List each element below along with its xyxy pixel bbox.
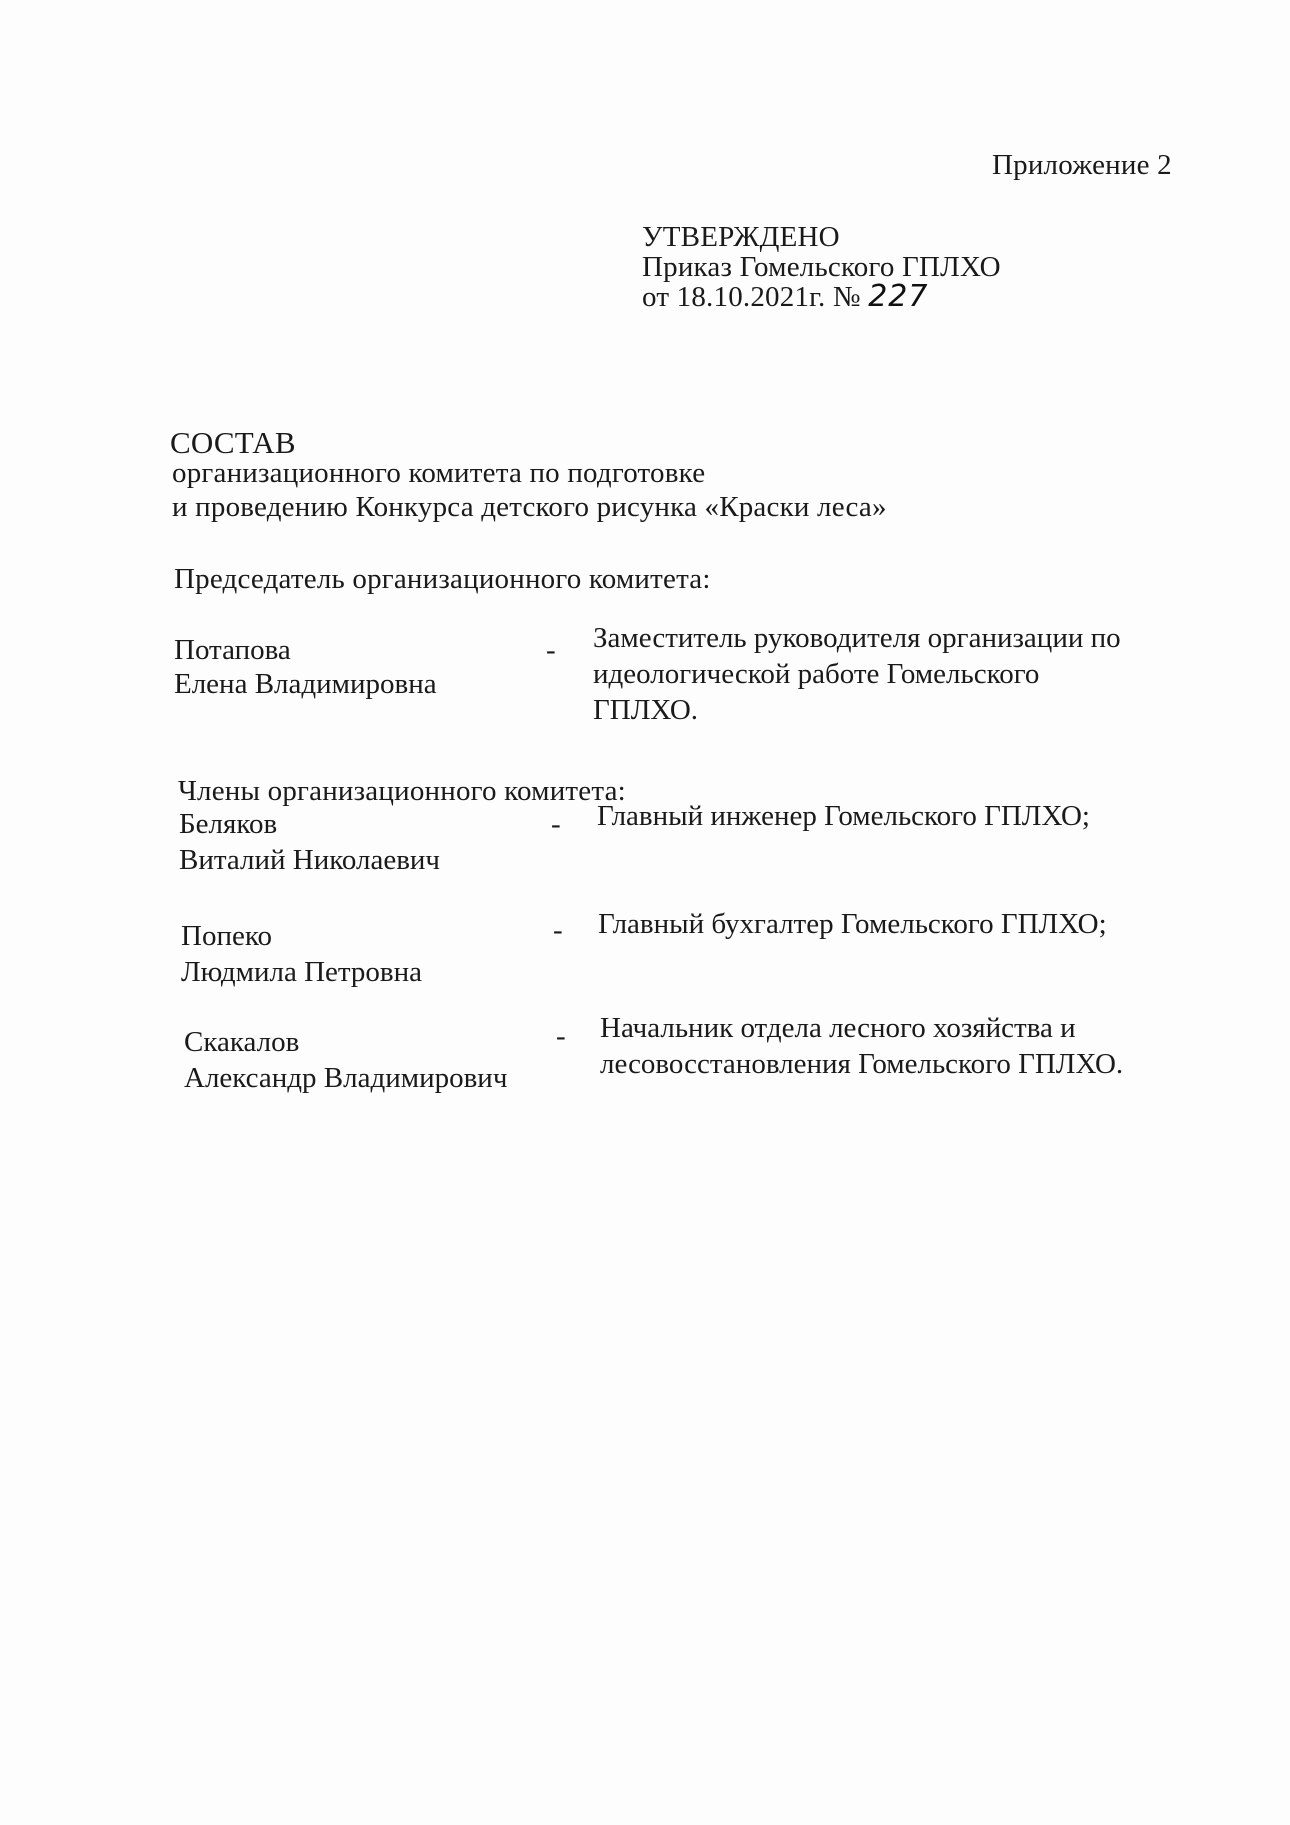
appendix-label: Приложение 2 — [992, 149, 1172, 181]
order-date: от 18.10.2021г. № — [642, 281, 861, 313]
member-role-line: Главный бухгалтер Гомельского ГПЛХО; — [598, 908, 1107, 940]
member-surname: Потапова — [174, 634, 291, 666]
document-title: СОСТАВ — [170, 425, 296, 460]
approved-heading: УТВЕРЖДЕНО — [642, 221, 840, 253]
order-number: 227 — [868, 279, 929, 314]
member-role-line: идеологической работе Гомельского — [593, 658, 1040, 690]
chair-section-label: Председатель организационного комитета: — [174, 563, 711, 595]
member-role-line: Главный инженер Гомельского ГПЛХО; — [597, 800, 1090, 832]
document-subtitle-line-1: организационного комитета по подготовке — [172, 457, 706, 489]
member-role-line: Заместитель руководителя организации по — [593, 622, 1121, 654]
order-line: Приказ Гомельского ГПЛХО — [642, 251, 1001, 283]
document-subtitle-line-2: и проведению Конкурса детского рисунка «Краски леса» — [172, 491, 887, 523]
member-role-line: Начальник отдела лесного хозяйства и — [600, 1012, 1076, 1044]
separator-dash: - — [556, 1020, 566, 1052]
member-surname: Попеко — [181, 920, 272, 952]
separator-dash: - — [546, 634, 556, 666]
member-given-name: Людмила Петровна — [181, 956, 423, 988]
separator-dash: - — [551, 808, 561, 840]
member-given-name: Александр Владимирович — [184, 1062, 508, 1094]
approval-block — [642, 222, 1001, 312]
order-date-line — [642, 279, 1001, 314]
member-role-line: лесовосстановления Гомельского ГПЛХО. — [600, 1048, 1124, 1080]
member-role-line: ГПЛХО. — [593, 694, 699, 726]
separator-dash: - — [553, 914, 563, 946]
member-surname: Беляков — [179, 808, 278, 840]
member-given-name: Виталий Николаевич — [179, 844, 440, 876]
member-surname: Скакалов — [184, 1026, 300, 1058]
members-section-label: Члены организационного комитета: — [178, 775, 626, 807]
member-given-name: Елена Владимировна — [174, 668, 437, 700]
